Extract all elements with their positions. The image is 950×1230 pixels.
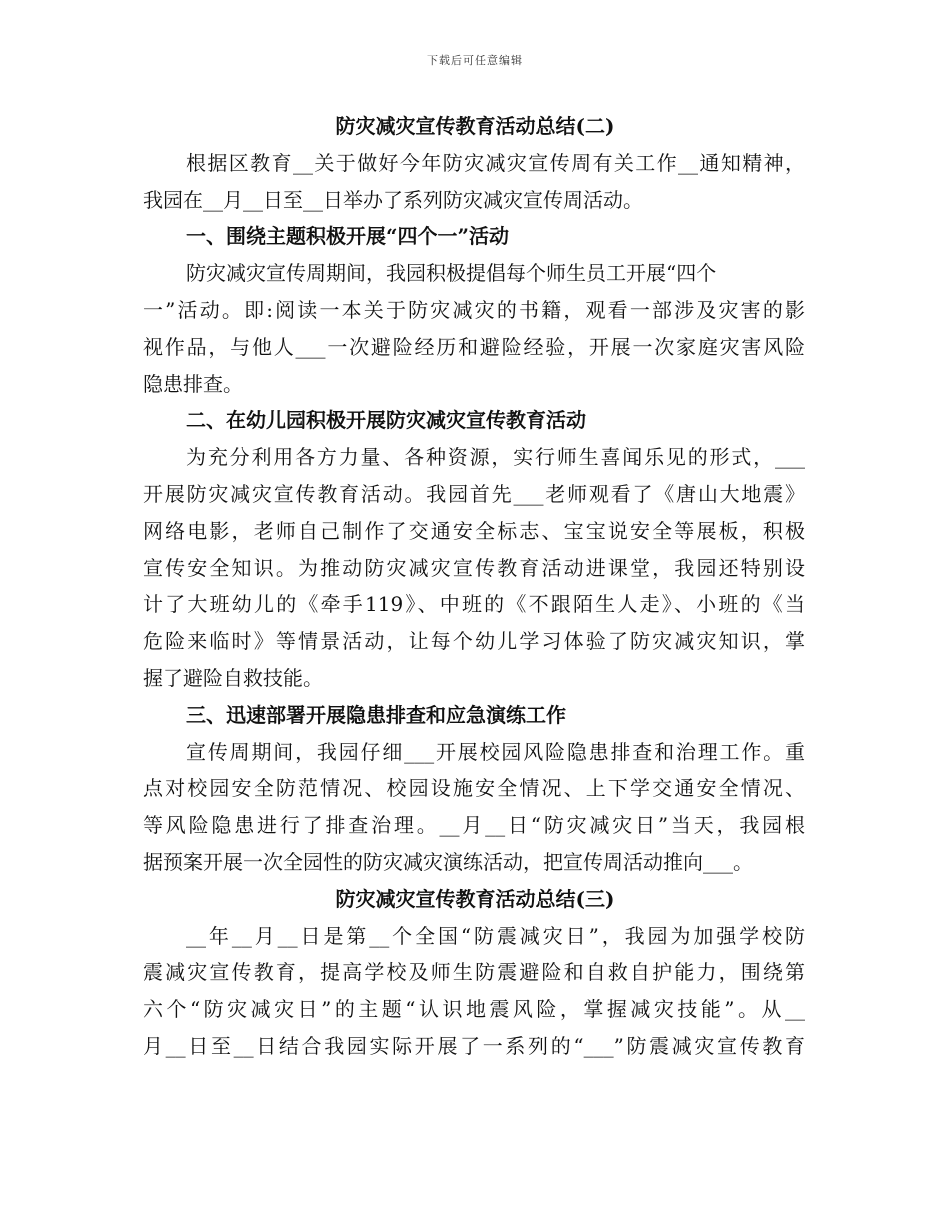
- section-heading: 二、在幼儿园积极开展防灾减灾宣传教育活动: [186, 408, 586, 433]
- paragraph-line: 隐患排查。: [143, 371, 243, 396]
- header-note: 下载后可任意编辑: [427, 54, 523, 67]
- paragraph-line: 网络电影，老师自己制作了交通安全标志、宝宝说安全等展板，积极: [143, 518, 805, 543]
- paragraph-line: 宣传周期间，我园仔细___开展校园风险隐患排查和治理工作。重: [186, 739, 805, 764]
- paragraph-line: 震减灾宣传教育，提高学校及师生防震避险和自救自护能力，围绕第: [143, 960, 805, 985]
- paragraph-line: 月__日至__日结合我园实际开展了一系列的“___”防震减灾宣传教育: [143, 1034, 805, 1058]
- paragraph-line: 等风险隐患进行了排查治理。__月__日“防灾减灾日”当天，我园根: [143, 813, 805, 838]
- paragraph-line: 据预案开展一次全园性的防灾减灾演练活动，把宣传周活动推向___。: [143, 850, 753, 874]
- paragraph-line: 视作品，与他人___一次避险经历和避险经验，开展一次家庭灾害风险: [143, 334, 805, 359]
- section-title: 防灾减灾宣传教育活动总结(二): [335, 114, 615, 138]
- paragraph-line: 为充分利用各方力量、各种资源，实行师生喜闻乐见的形式，___: [186, 445, 805, 470]
- paragraph-line: __年__月__日是第__个全国“防震减灾日”，我园为加强学校防: [186, 923, 805, 948]
- paragraph-line: 计了大班幼儿的《牵手119》、中班的《不跟陌生人走》、小班的《当: [143, 592, 805, 617]
- paragraph-line: 握了避险自救技能。: [143, 666, 323, 690]
- paragraph-line: 宣传安全知识。为推动防灾减灾宣传教育活动进课堂，我园还特别设: [143, 555, 805, 580]
- paragraph-line: 一”活动。即:阅读一本关于防灾减灾的书籍，观看一部涉及灾害的影: [143, 298, 805, 322]
- section-heading: 一、围绕主题积极开展“四个一”活动: [186, 224, 510, 249]
- paragraph-line: 开展防灾减灾宣传教育活动。我园首先___老师观看了《唐山大地震》: [143, 482, 805, 506]
- paragraph-line: 防灾减灾宣传周期间，我园积极提倡每个师生员工开展“四个: [186, 261, 717, 286]
- section-heading: 三、迅速部署开展隐患排查和应急演练工作: [186, 702, 566, 727]
- paragraph-line: 我园在__月__日至__日举办了系列防灾减灾宣传周活动。: [143, 187, 643, 212]
- section-title: 防灾减灾宣传教育活动总结(三): [335, 886, 615, 911]
- paragraph-line: 危险来临时》等情景活动，让每个幼儿学习体验了防灾减灾知识，掌: [143, 629, 805, 654]
- paragraph-line: 根据区教育__关于做好今年防灾减灾宣传周有关工作__通知精神，: [186, 150, 805, 175]
- paragraph-line: 点对校园安全防范情况、校园设施安全情况、上下学交通安全情况、: [143, 776, 805, 801]
- paragraph-line: 六个“防灾减灾日”的主题“认识地震风险，掌握减灾技能”。从__: [143, 997, 805, 1022]
